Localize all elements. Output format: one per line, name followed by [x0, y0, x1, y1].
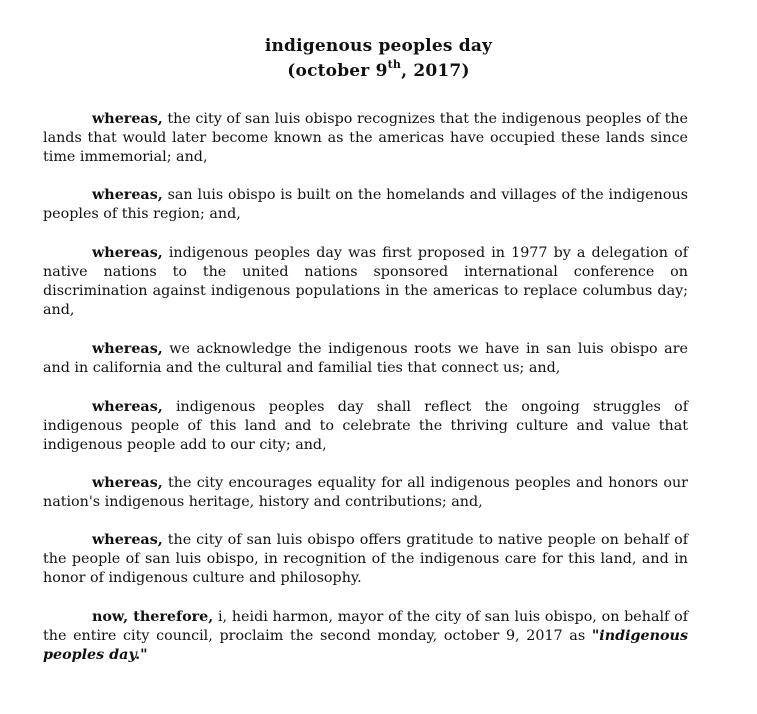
- whereas-paragraph-5: [43, 398, 688, 455]
- whereas-lead: whereas,: [92, 532, 163, 548]
- whereas-paragraph-2: [43, 186, 688, 224]
- closing-text: i, heidi harmon, mayor of the city of san luis obispo, on behalf of the entire city council, proclaim the second monday, october 9, 2017 as: [43, 609, 688, 644]
- whereas-lead: whereas,: [92, 475, 163, 491]
- whereas-paragraph-3: [43, 244, 688, 320]
- proclaimed-day-emphasis: "indigenous peoples day.": [43, 628, 688, 663]
- paragraph-text: indigenous peoples day was first proposed in 1977 by a delegation of native nations to the united nations sponsored international conference on discrimination against indigenous populations in the americas to replace columbus day; and,: [43, 245, 688, 318]
- whereas-lead: whereas,: [92, 187, 163, 203]
- whereas-lead: whereas,: [92, 341, 163, 357]
- date-open: (october 9: [287, 61, 388, 81]
- page-subtitle-date: [0, 58, 757, 81]
- whereas-lead: whereas,: [92, 245, 163, 261]
- paragraph-text: the city of san luis obispo recognizes that the indigenous peoples of the lands that would later become known as the americas have occupied these lands since time immemorial; and,: [43, 111, 688, 165]
- paragraph-text: the city encourages equality for all indigenous peoples and honors our nation's indigenous heritage, history and contributions; and,: [43, 475, 688, 510]
- paragraph-text: indigenous peoples day shall reflect the ongoing struggles of indigenous people of this land and to celebrate the thriving culture and value that indigenous people add to our city; and,: [43, 399, 688, 453]
- whereas-paragraph-4: [43, 340, 688, 378]
- date-close: , 2017): [401, 61, 470, 81]
- closing-paragraph: [43, 608, 688, 665]
- whereas-lead: whereas,: [92, 399, 163, 415]
- now-therefore-lead: now, therefore,: [92, 609, 214, 625]
- paragraph-text: the city of san luis obispo offers gratitude to native people on behalf of the people of san luis obispo, in recognition of the indigenous care for this land, and in honor of indigenous culture and philosophy.: [43, 532, 688, 586]
- whereas-paragraph-1: [43, 110, 688, 167]
- paragraph-text: we acknowledge the indigenous roots we have in san luis obispo are and in california and the cultural and familial ties that connect us; and,: [43, 341, 688, 376]
- whereas-lead: whereas,: [92, 111, 163, 127]
- whereas-paragraph-6: [43, 474, 688, 512]
- paragraph-text: san luis obispo is built on the homelands and villages of the indigenous peoples of this region; and,: [43, 187, 688, 222]
- page-title: indigenous peoples day: [264, 36, 493, 56]
- whereas-paragraph-7: [43, 531, 688, 588]
- date-superscript: th: [387, 58, 402, 71]
